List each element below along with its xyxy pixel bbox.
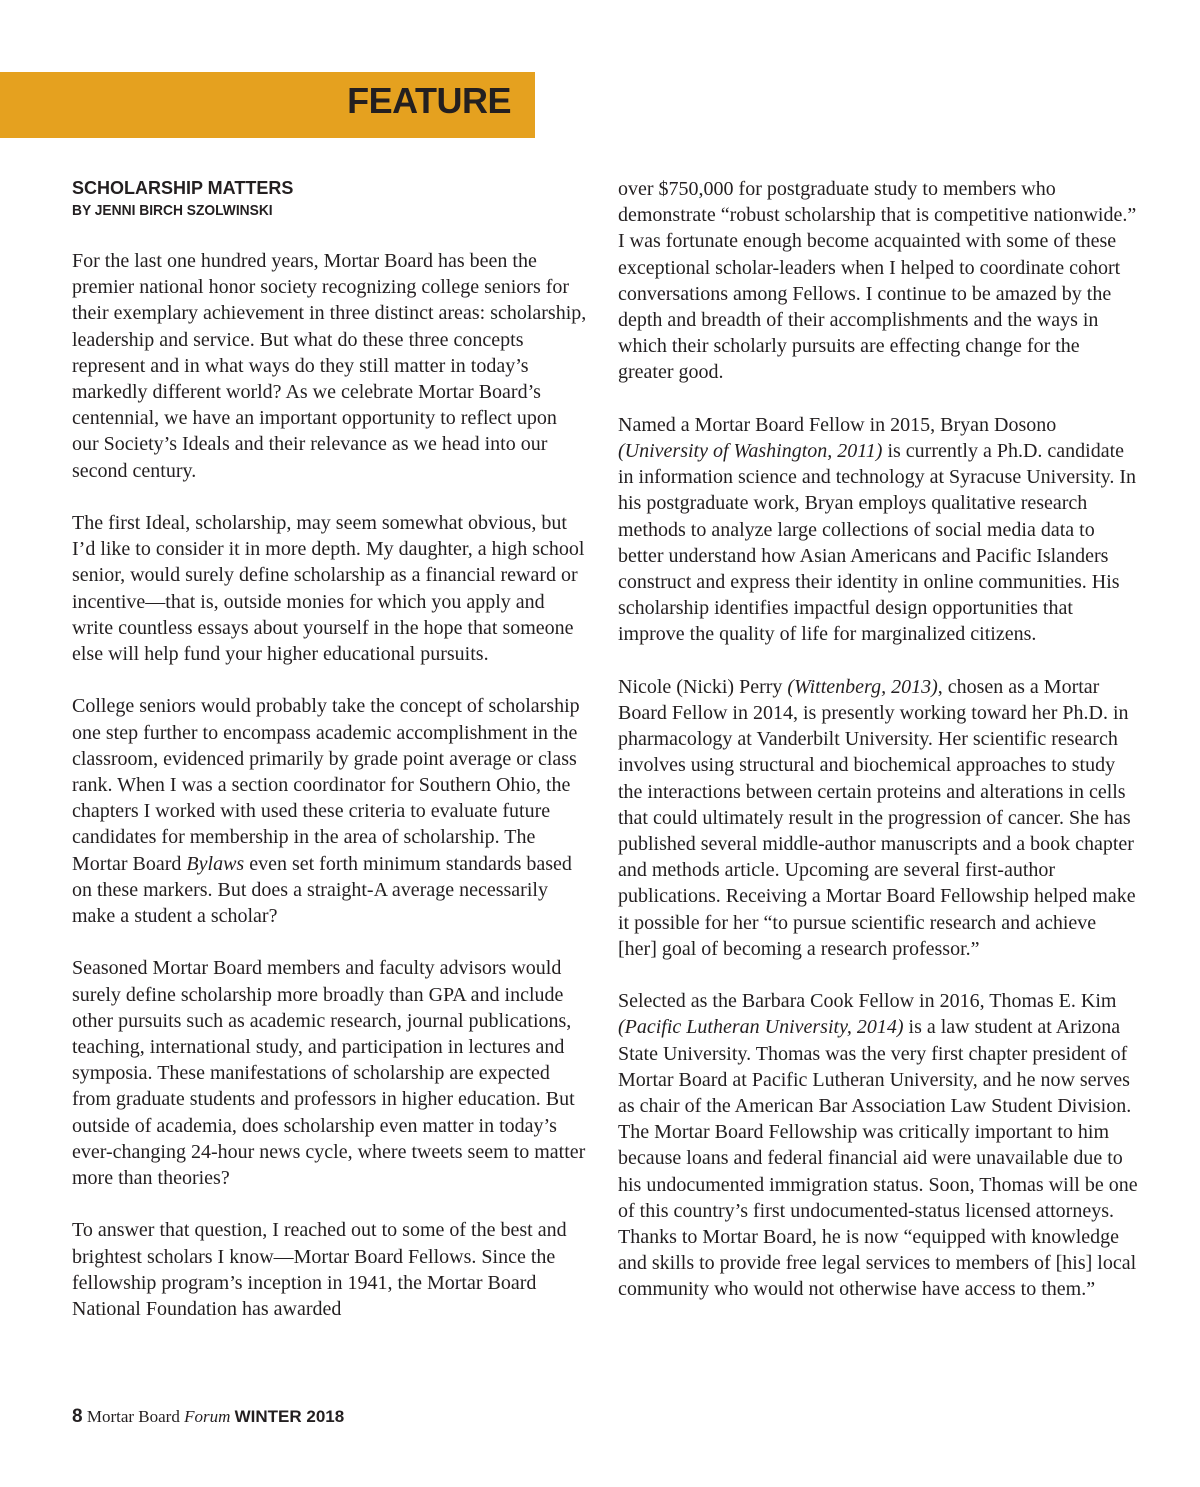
article-byline: BY JENNI BIRCH SZOLWINSKI bbox=[72, 202, 273, 219]
issue-label: WINTER 2018 bbox=[234, 1407, 345, 1426]
text-span: Nicole (Nicki) Perry bbox=[618, 675, 788, 698]
page-number: 8 bbox=[72, 1406, 83, 1427]
italic-text: (Wittenberg, 2013) bbox=[787, 675, 938, 698]
paragraph: The first Ideal, scholarship, may seem somewhat obvious, but I’d like to consider it in more depth. My daughter, a high school senior, would surely define scholarship as a financial reward or incentive—that is, outside monies for which you apply and write countless essays about yourself in the hope that someone else will help fund your higher educational pursuits. bbox=[72, 512, 585, 666]
publication-name: Mortar Board bbox=[86, 1407, 180, 1426]
text-span: Named a Mortar Board Fellow in 2015, Bryan Dosono bbox=[618, 413, 1057, 436]
section-label: FEATURE bbox=[347, 80, 511, 121]
right-column bbox=[618, 176, 1138, 1303]
article-title: SCHOLARSHIP MATTERS bbox=[72, 178, 294, 198]
text-span: Selected as the Barbara Cook Fellow in 2016, Thomas E. Kim bbox=[618, 990, 1117, 1013]
text-span: College seniors would probably take the concept of scholarship one step further to encompass academic accomplishment in the classroom, evidenced primarily by grade point average or class rank. When I was a section coordinator for Southern Ohio, the chapters I worked with used these criteria to evaluate future candidates for membership in the area of scholarship. The Mortar Board bbox=[72, 695, 580, 875]
paragraph: Seasoned Mortar Board members and faculty advisors would surely define scholarship more broadly than GPA and include other pursuits such as academic research, journal publications, teaching, international study, and participation in lectures and symposia. These manifestations of scholarship are expected from graduate students and professors in higher education. But outside of academia, does scholarship even matter in today’s ever-changing 24-hour news cycle, where tweets seem to matter more than theories? bbox=[72, 957, 586, 1190]
paragraph bbox=[618, 674, 1138, 962]
publication-name-italic: Forum bbox=[184, 1407, 231, 1426]
italic-text: Bylaws bbox=[186, 852, 245, 875]
feature-banner bbox=[0, 72, 535, 138]
text-span: is a law student at Arizona State University. Thomas was the very first chapter president of Mortar Board at Pacific Lutheran University, and he now serves as chair of the American Bar Association Law Student Division. The Mortar Board Fellowship was critically important to him because loans and federal financial aid were unavailable due to his undocumented immigration status. Soon, Thomas will be one of this country’s first undocumented-status licensed attorneys. Thanks to Mortar Board, he is now “equipped with knowledge and skills to provide free legal services to members of [his] local community who would not otherwise have access to them.” bbox=[618, 1016, 1138, 1301]
italic-text: (Pacific Lutheran University, 2014) bbox=[618, 1016, 904, 1039]
text-span: even set forth minimum standards based on these markers. But does a straight-A average necessarily make a student a scholar? bbox=[72, 852, 572, 928]
paragraph bbox=[72, 693, 587, 929]
paragraph: To answer that question, I reached out to some of the best and brightest scholars I know—Mortar Board Fellows. Since the fellowship program’s inception in 1941, the Mortar Board National Foundation has awarded bbox=[72, 1219, 567, 1321]
italic-text: (University of Washington, 2011) bbox=[618, 440, 883, 463]
page-footer bbox=[72, 1405, 344, 1429]
paragraph: For the last one hundred years, Mortar Board has been the premier national honor society recognizing college seniors for their exemplary achievement in three distinct areas: scholarship, leadership and service. But what do these three concepts represent and in what ways do they still matter in today’s markedly different world? As we celebrate Mortar Board’s centennial, we have an important opportunity to reflect upon our Society’s Ideals and their relevance as we head into our second century. bbox=[72, 250, 587, 482]
left-column bbox=[72, 176, 587, 1322]
paragraph bbox=[618, 988, 1138, 1302]
text-span: is currently a Ph.D. candidate in information science and technology at Syracuse University. In his postgraduate work, Bryan employs qualitative research methods to analyze large collections of social media data to better understand how Asian Americans and Pacific Islanders construct and express their identity in online communities. His scholarship identifies impactful design opportunities that improve the quality of life for marginalized citizens. bbox=[618, 440, 1136, 646]
paragraph: over $750,000 for postgraduate study to members who demonstrate “robust scholarship that is competitive nationwide.” I was fortunate enough become acquainted with some of these exceptional scholar-leaders when I helped to coordinate cohort conversations among Fellows. I continue to be amazed by the depth and breadth of their accomplishments and the ways in which their scholarly pursuits are effecting change for the greater good. bbox=[618, 178, 1137, 384]
text-span: , chosen as a Mortar Board Fellow in 2014, is presently working toward her Ph.D. in pharmacology at Vanderbilt University. Her scientific research involves using structural and biochemical approaches to study the interactions between certain proteins and alterations in cells that could ultimately result in the progression of cancer. She has published several middle-author manuscripts and a book chapter and methods article. Upcoming are several first-author publications. Receiving a Mortar Board Fellowship helped make it possible for her “to pursue scientific research and achieve [her] goal of becoming a research professor.” bbox=[618, 675, 1136, 960]
paragraph bbox=[618, 412, 1138, 648]
